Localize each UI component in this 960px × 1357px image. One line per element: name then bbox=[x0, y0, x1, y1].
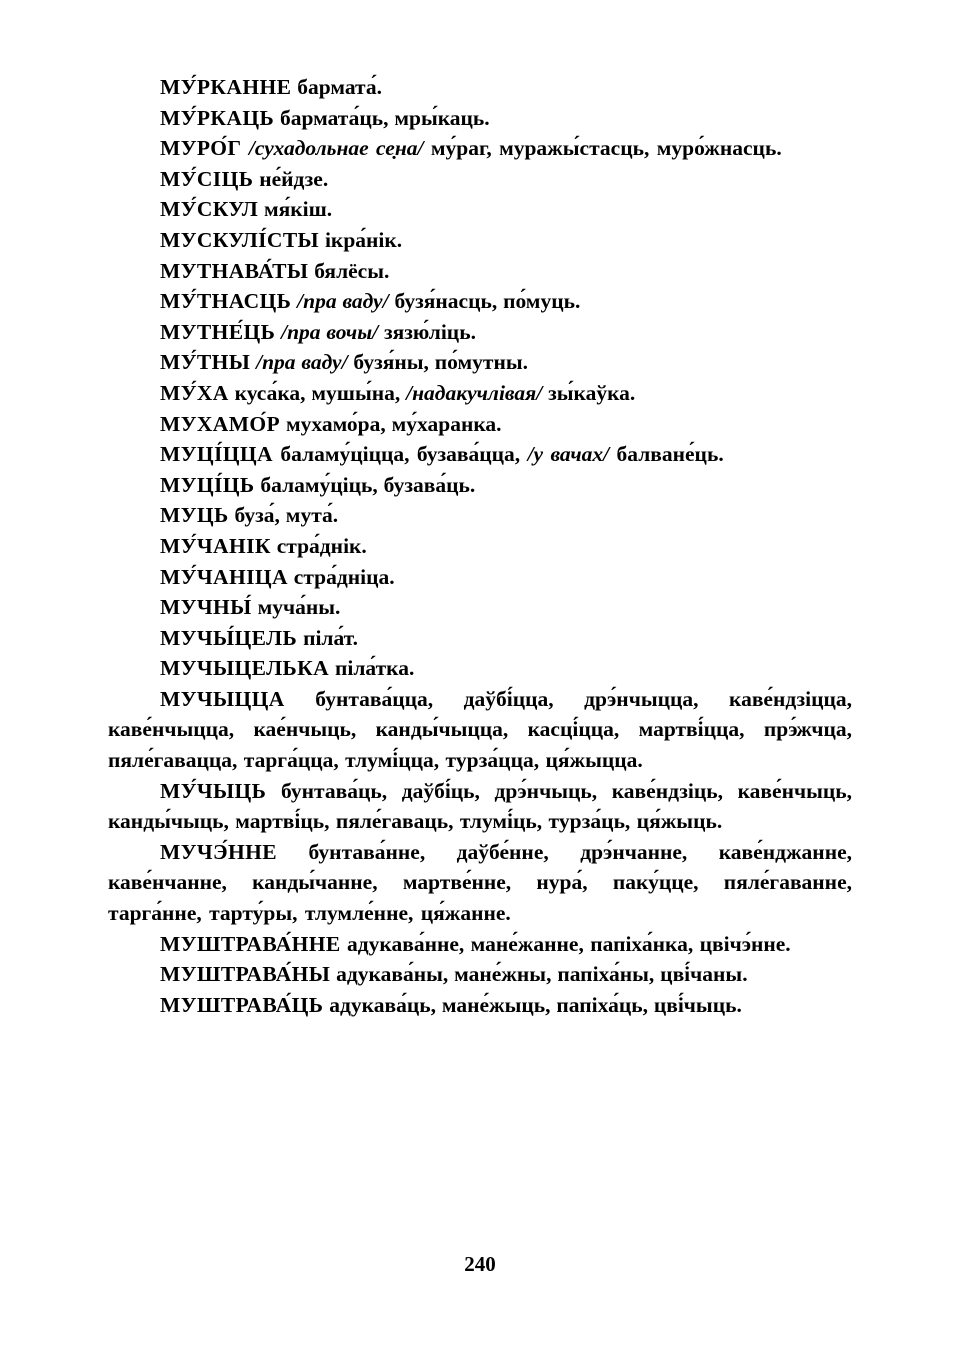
headword: МУ́ТНАСЦЬ bbox=[160, 289, 292, 314]
gloss: бунтава́цца, даўбі́цца, дрэ́нчыцца, каве́ндзіцца, каве́нчыцца, кае́нчыць, канды́чыцца, касці́цца, мартві́цца, прэ́жчца, пяле́гавацца, тарга́цца, тлумі́цца, турза́цца, ця́жыцца. bbox=[108, 686, 853, 773]
headword: МУТНЕ́ЦЬ bbox=[160, 319, 276, 344]
headword: МУХАМО́Р bbox=[160, 411, 281, 436]
gloss: зязю́ліць. bbox=[383, 319, 476, 344]
dictionary-entry bbox=[108, 531, 852, 562]
gloss: му́раг, муражы́стасць, муро́жнасць. bbox=[430, 136, 782, 161]
gloss-part-a: куса́ка, мушы́на, bbox=[234, 380, 401, 405]
headword: МУШТРАВА́НЫ bbox=[160, 962, 331, 987]
entry-column bbox=[108, 72, 852, 1020]
gloss: мя́кіш. bbox=[264, 197, 333, 222]
dictionary-entry bbox=[108, 439, 852, 470]
dictionary-entry bbox=[108, 500, 852, 531]
dictionary-entry bbox=[108, 256, 852, 287]
gloss-part-b: балване́ць. bbox=[616, 442, 724, 467]
headword: МУ́ХА bbox=[160, 380, 229, 405]
gloss: буза́, мута́. bbox=[234, 503, 339, 528]
page-number: 240 bbox=[464, 1252, 496, 1276]
gloss: не́йдзе. bbox=[259, 166, 329, 191]
usage-note: /пра ваду/ bbox=[256, 350, 348, 375]
gloss: бузя́ны, по́мутны. bbox=[353, 350, 529, 375]
gloss: бялёсы. bbox=[314, 258, 390, 283]
dictionary-entry bbox=[108, 164, 852, 195]
headword: МУ́ЧАНІЦА bbox=[160, 564, 288, 589]
dictionary-entry bbox=[108, 990, 852, 1021]
headword: МУЧНЫ́ bbox=[160, 595, 252, 620]
headword: МУЦІ́ЦЦА bbox=[160, 442, 273, 467]
headword: МУ́ЧАНІК bbox=[160, 533, 271, 558]
headword: МУЧЫЦЕЛЬКА bbox=[160, 656, 330, 681]
dictionary-entry bbox=[108, 929, 852, 960]
gloss: адукава́ны, мане́жны, папіха́ны, цві́чаны. bbox=[336, 962, 748, 987]
gloss: баламу́ціць, бузава́ць. bbox=[260, 472, 476, 497]
gloss: стра́днік. bbox=[276, 533, 367, 558]
gloss: адукава́нне, мане́жанне, папіха́нка, цвічэ́нне. bbox=[347, 931, 791, 956]
usage-note: /надакучлівая/ bbox=[406, 380, 543, 405]
headword: МУЦІ́ЦЬ bbox=[160, 472, 255, 497]
gloss: бармата́. bbox=[297, 75, 382, 99]
usage-note: /сухадольнае се̣на/ bbox=[248, 136, 424, 161]
usage-note: /пра вочы/ bbox=[281, 319, 379, 344]
headword: МУ́СІЦЬ bbox=[160, 166, 254, 191]
gloss: бунтава́нне, даўбе́нне, дрэ́нчанне, каве́нджанне, каве́нчанне, канды́чанне, мартве́нне, нура́, паку́цце, пяле́гаванне, тарга́нне, тарту́ры, тлумле́нне, ця́жанне. bbox=[108, 839, 852, 926]
dictionary-entry bbox=[108, 286, 852, 317]
usage-note: /пра ваду/ bbox=[297, 289, 389, 314]
gloss: піла́тка. bbox=[334, 656, 415, 681]
dictionary-entry bbox=[108, 133, 852, 164]
headword: МУСКУЛІ́СТЫ bbox=[160, 227, 320, 252]
gloss: стра́дніца. bbox=[293, 564, 395, 589]
gloss-part-a: баламу́ціцца, бузава́цца, bbox=[280, 442, 521, 467]
headword: МУРО́Г bbox=[160, 136, 242, 161]
headword: МУЧЫЦЦА bbox=[160, 686, 285, 711]
gloss-part-b: зы́каўка. bbox=[548, 380, 636, 405]
headword: МУШТРАВА́ННЕ bbox=[160, 931, 341, 956]
gloss: бунтава́ць, даўбі́ць, дрэ́нчыць, каве́ндзіць, каве́нчыць, канды́чыць, мартві́ць, пяле́гаваць, тлумі́ць, турза́ць, ця́жыць. bbox=[108, 778, 852, 834]
dictionary-entry bbox=[108, 470, 852, 501]
gloss: ікра́нік. bbox=[324, 227, 403, 252]
dictionary-entry bbox=[108, 684, 852, 776]
dictionary-entry bbox=[108, 562, 852, 593]
dictionary-entry bbox=[108, 959, 852, 990]
gloss: бармата́ць, мры́каць. bbox=[279, 105, 490, 130]
dictionary-entry bbox=[108, 653, 852, 684]
dictionary-entry bbox=[108, 194, 852, 225]
dictionary-entry bbox=[108, 72, 852, 103]
dictionary-entry bbox=[108, 317, 852, 348]
gloss: муча́ны. bbox=[257, 595, 341, 620]
headword: МУ́ТНЫ bbox=[160, 350, 251, 375]
gloss: мухамо́ра, му́харанка. bbox=[285, 411, 502, 436]
gloss: піла́т. bbox=[303, 625, 358, 650]
dictionary-entry bbox=[108, 776, 852, 837]
dictionary-entry bbox=[108, 225, 852, 256]
gloss: адукава́ць, мане́жыць, папіха́ць, цві́чыць. bbox=[329, 992, 742, 1017]
dictionary-entry bbox=[108, 837, 852, 929]
dictionary-entry bbox=[108, 623, 852, 654]
headword: МУЦЬ bbox=[160, 503, 229, 528]
headword: МУ́ЧЫЦЬ bbox=[160, 778, 267, 803]
headword: МУТНАВА́ТЫ bbox=[160, 258, 309, 283]
headword: МУ́СКУЛ bbox=[160, 197, 259, 222]
dictionary-entry bbox=[108, 592, 852, 623]
dictionary-entry bbox=[108, 347, 852, 378]
gloss: бузя́насць, по́муць. bbox=[394, 289, 581, 314]
headword: МУШТРАВА́ЦЬ bbox=[160, 992, 324, 1017]
dictionary-entry bbox=[108, 103, 852, 134]
dictionary-entry bbox=[108, 378, 852, 409]
headword: МУЧЭ́ННЕ bbox=[160, 839, 278, 864]
dictionary-entry bbox=[108, 409, 852, 440]
usage-note: /у вачах/ bbox=[527, 442, 610, 467]
headword: МУЧЫ́ЦЕЛЬ bbox=[160, 625, 298, 650]
headword: МУ́РКАЦЬ bbox=[160, 105, 275, 130]
headword: МУ́РКАННЕ bbox=[160, 75, 292, 99]
